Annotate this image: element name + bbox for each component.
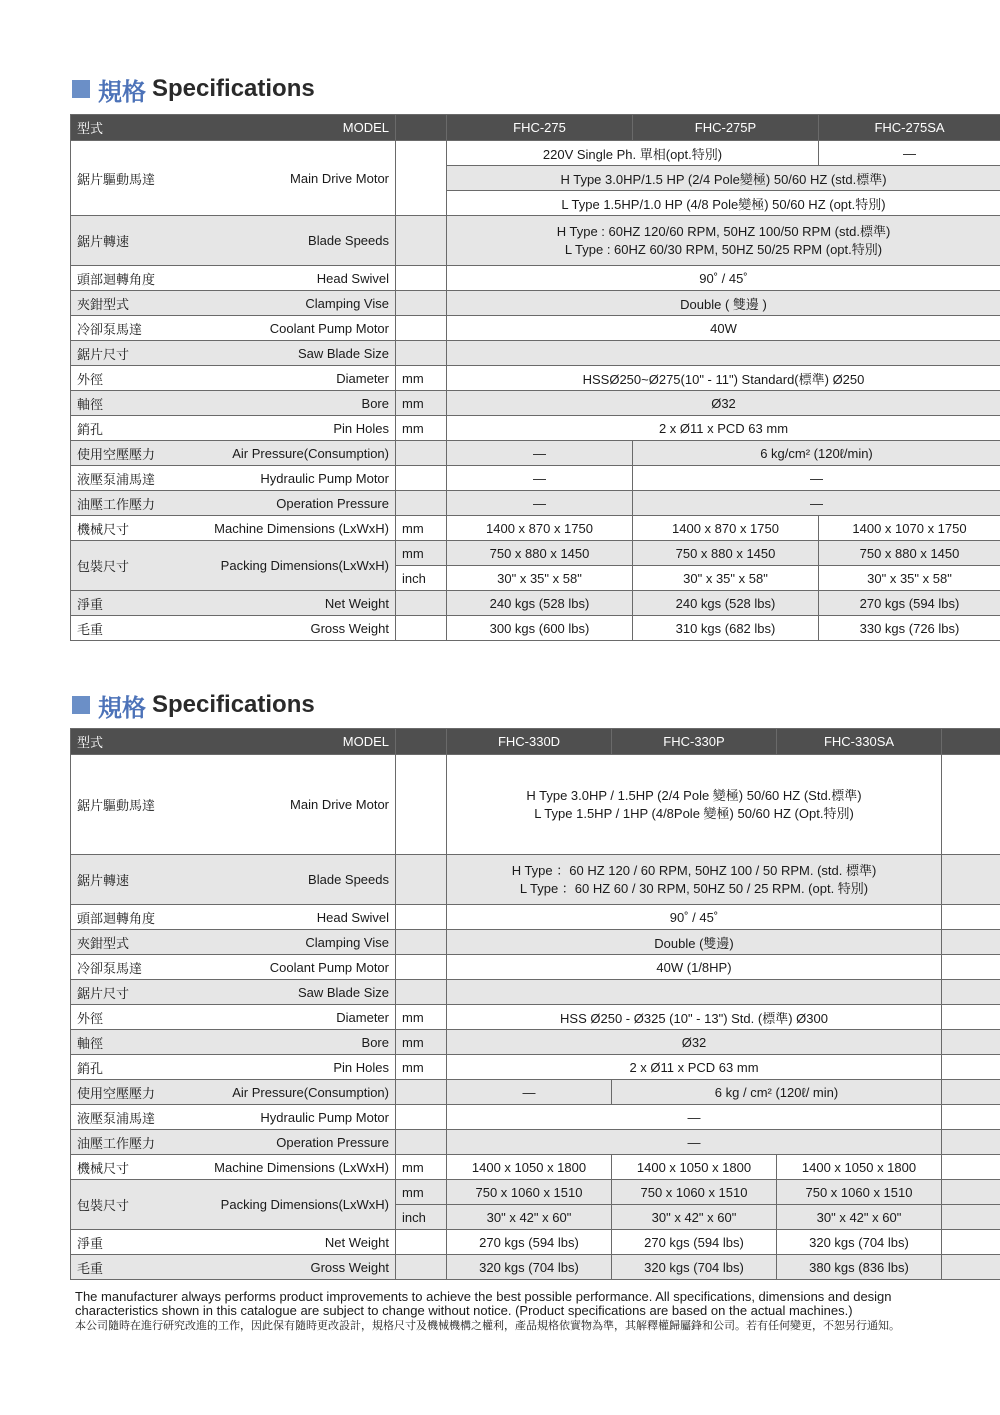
gross-1: 320 kgs (704 lbs) [447, 1255, 612, 1280]
row-label-en: Operation Pressure [191, 1130, 396, 1155]
row-label-en: Machine Dimensions (LxWxH) [191, 516, 396, 541]
pin-holes-value: 2 x Ø11 x PCD 63 mm [447, 1055, 942, 1080]
row-label-en: Head Swivel [191, 266, 396, 291]
footer-disclaimer [75, 1290, 985, 1333]
row-unit [396, 1105, 447, 1130]
head-swivel-value: 90˚ / 45˚ [447, 905, 942, 930]
table-row [71, 1005, 1000, 1030]
row-label-en: Packing Dimensions(LxWxH) [191, 541, 396, 591]
section1-title-en: Specifications [152, 75, 315, 102]
header-unit [396, 729, 447, 755]
row-label-en: Net Weight [191, 1230, 396, 1255]
main-drive-value [447, 755, 942, 855]
row-label-en: Bore [191, 391, 396, 416]
machine-dim-1: 1400 x 870 x 1750 [447, 516, 633, 541]
extra-cell [942, 1080, 1000, 1105]
machine-dim-2: 1400 x 870 x 1750 [633, 516, 819, 541]
row-label-en: Coolant Pump Motor [191, 955, 396, 980]
row-label-en: Saw Blade Size [191, 341, 396, 366]
row-label-en: Packing Dimensions(LxWxH) [191, 1180, 396, 1230]
machine-dim-3: 1400 x 1050 x 1800 [777, 1155, 942, 1180]
air-value-1: — [447, 1080, 612, 1105]
row-label-en: Operation Pressure [191, 491, 396, 516]
net-2: 270 kgs (594 lbs) [612, 1230, 777, 1255]
machine-dim-2: 1400 x 1050 x 1800 [612, 1155, 777, 1180]
table-row [71, 1030, 1000, 1055]
row-unit: mm [396, 541, 447, 566]
row-unit [396, 955, 447, 980]
extra-cell [942, 1155, 1000, 1180]
extra-cell [942, 905, 1000, 930]
table-row [71, 955, 1000, 980]
extra-cell [942, 855, 1000, 905]
table-row [71, 1255, 1000, 1280]
table-row [71, 1105, 1000, 1130]
row-label-zh: 液壓泵浦馬達 [71, 466, 191, 491]
row-label-zh: 軸徑 [71, 391, 191, 416]
row-label-zh: 鋸片尺寸 [71, 980, 191, 1005]
packing-mm-2: 750 x 1060 x 1510 [612, 1180, 777, 1205]
packing-inch-3: 30" x 42" x 60" [777, 1205, 942, 1230]
row-label-en: Net Weight [191, 591, 396, 616]
row-unit [396, 266, 447, 291]
section2-title [72, 690, 315, 720]
table-row [71, 930, 1000, 955]
bore-value: Ø32 [447, 391, 1000, 416]
extra-cell [942, 755, 1000, 855]
row-label-en: Air Pressure(Consumption) [191, 1080, 396, 1105]
row-unit: mm [396, 1180, 447, 1205]
row-unit [396, 216, 447, 266]
extra-cell [942, 1055, 1000, 1080]
table-row [71, 316, 1000, 341]
row-unit [396, 980, 447, 1005]
packing-mm-2: 750 x 880 x 1450 [633, 541, 819, 566]
row-unit [396, 1080, 447, 1105]
table-row [71, 591, 1000, 616]
header-unit [396, 115, 447, 141]
row-label-en: Head Swivel [191, 905, 396, 930]
row-label-en: Blade Speeds [191, 855, 396, 905]
row-label-zh: 淨重 [71, 591, 191, 616]
row-label-en: Clamping Vise [191, 930, 396, 955]
blade-speeds-line1: H Type : 60HZ 120/60 RPM, 50HZ 100/50 RPM (std.標準) [556, 223, 891, 239]
air-value-1: — [447, 441, 633, 466]
header-model-1: FHC-330D [447, 729, 612, 755]
row-unit [396, 591, 447, 616]
gross-2: 320 kgs (704 lbs) [612, 1255, 777, 1280]
row-label-en: Bore [191, 1030, 396, 1055]
gross-3: 380 kgs (836 lbs) [777, 1255, 942, 1280]
extra-cell [942, 1030, 1000, 1055]
net-3: 320 kgs (704 lbs) [777, 1230, 942, 1255]
header-model-3: FHC-330SA [777, 729, 942, 755]
row-label-zh: 頭部迴轉角度 [71, 266, 191, 291]
bore-value: Ø32 [447, 1030, 942, 1055]
extra-cell [942, 955, 1000, 980]
row-label-zh: 油壓工作壓力 [71, 491, 191, 516]
table-row [71, 755, 1000, 855]
air-value-23: 6 kg / cm² (120ℓ/ min) [612, 1080, 942, 1105]
row-label-en: Hydraulic Pump Motor [191, 466, 396, 491]
extra-cell [942, 1205, 1000, 1230]
row-label-zh: 鋸片尺寸 [71, 341, 191, 366]
table-row [71, 441, 1000, 466]
row-label-zh: 毛重 [71, 1255, 191, 1280]
table-row [71, 1180, 1000, 1205]
main-drive-line1: H Type 3.0HP / 1.5HP (2/4 Pole 變極) 50/60 HZ (Std.標準) [526, 787, 862, 803]
row-label-zh: 夾鉗型式 [71, 291, 191, 316]
table-row [71, 466, 1000, 491]
row-label-en: Gross Weight [191, 1255, 396, 1280]
net-3: 270 kgs (594 lbs) [819, 591, 1000, 616]
extra-cell [942, 1005, 1000, 1030]
row-label-en: Diameter [191, 366, 396, 391]
table-row [71, 341, 1000, 366]
blade-speeds-line2: L Type ：60 HZ 60 / 30 RPM, 50HZ 50 / 25 RPM. (opt. 特別) [519, 880, 869, 896]
row-label-zh: 冷卻泵馬達 [71, 316, 191, 341]
packing-mm-3: 750 x 1060 x 1510 [777, 1180, 942, 1205]
row-label-zh: 機械尺寸 [71, 1155, 191, 1180]
row-label-en: Clamping Vise [191, 291, 396, 316]
header-model-1: FHC-275 [447, 115, 633, 141]
row-unit: inch [396, 1205, 447, 1230]
row-label-en: Air Pressure(Consumption) [191, 441, 396, 466]
row-label-zh: 包裝尺寸 [71, 1180, 191, 1230]
row-unit [396, 616, 447, 641]
row-unit [396, 1230, 447, 1255]
header-model: MODEL [191, 729, 396, 755]
header-model-2: FHC-330P [612, 729, 777, 755]
clamping-vise-value: Double (雙邊) [447, 930, 942, 955]
table-row [71, 1130, 1000, 1155]
row-unit [396, 441, 447, 466]
hydraulic-value-1: — [447, 466, 633, 491]
section2-title-en: Specifications [152, 691, 315, 718]
footer-en-line1: The manufacturer always performs product improvements to achieve the best possible performance. All specifications, dimensions and design [75, 1289, 892, 1304]
section2-title-zh: 規格 [98, 693, 146, 722]
table-row [71, 491, 1000, 516]
net-1: 270 kgs (594 lbs) [447, 1230, 612, 1255]
row-label-en: Main Drive Motor [191, 755, 396, 855]
extra-cell [942, 1255, 1000, 1280]
row-label-en: Diameter [191, 1005, 396, 1030]
spec-table-275 [70, 114, 1000, 641]
row-label-zh: 銷孔 [71, 1055, 191, 1080]
row-label-en: Gross Weight [191, 616, 396, 641]
header-row [71, 729, 1000, 755]
diameter-value: HSSØ250~Ø275(10" - 11") Standard(標準) Ø250 [447, 366, 1000, 391]
extra-cell [942, 980, 1000, 1005]
saw-blade-value [447, 341, 1000, 366]
row-label-zh: 油壓工作壓力 [71, 1130, 191, 1155]
main-drive-line3: L Type 1.5HP/1.0 HP (4/8 Pole變極) 50/60 HZ (opt.特別) [447, 191, 1000, 216]
gross-1: 300 kgs (600 lbs) [447, 616, 633, 641]
diameter-value: HSS Ø250 - Ø325 (10" - 13") Std. (標準) Ø300 [447, 1005, 942, 1030]
row-unit [396, 491, 447, 516]
row-label-zh: 機械尺寸 [71, 516, 191, 541]
table-row [71, 1230, 1000, 1255]
packing-inch-2: 30" x 42" x 60" [612, 1205, 777, 1230]
row-unit [396, 316, 447, 341]
row-label-zh: 鋸片驅動馬達 [71, 141, 191, 216]
row-unit: inch [396, 566, 447, 591]
header-row [71, 115, 1000, 141]
packing-inch-1: 30" x 35" x 58" [447, 566, 633, 591]
table-row [71, 1080, 1000, 1105]
table-row [71, 1055, 1000, 1080]
row-unit: mm [396, 1155, 447, 1180]
row-label-en: Coolant Pump Motor [191, 316, 396, 341]
gross-3: 330 kgs (726 lbs) [819, 616, 1000, 641]
main-drive-line1-sa: — [819, 141, 1000, 166]
blade-speeds-value [447, 216, 1000, 266]
table-row [71, 266, 1000, 291]
oper-value-1: — [447, 491, 633, 516]
footer-en-line2: characteristics shown in this catalogue are subject to change without notice. (Product specifications are based on the actual machines.) [75, 1303, 853, 1318]
machine-dim-3: 1400 x 1070 x 1750 [819, 516, 1000, 541]
row-label-zh: 鋸片驅動馬達 [71, 755, 191, 855]
coolant-value: 40W (1/8HP) [447, 955, 942, 980]
header-model-3: FHC-275SA [819, 115, 1000, 141]
row-label-zh: 鋸片轉速 [71, 216, 191, 266]
spec-table-330 [70, 728, 1000, 1280]
table-row [71, 516, 1000, 541]
header-model-2: FHC-275P [633, 115, 819, 141]
row-label-zh: 外徑 [71, 1005, 191, 1030]
row-unit [396, 755, 447, 855]
row-label-en: Machine Dimensions (LxWxH) [191, 1155, 396, 1180]
oper-value-23: — [633, 491, 1000, 516]
oper-value: — [447, 1130, 942, 1155]
gross-2: 310 kgs (682 lbs) [633, 616, 819, 641]
row-label-zh: 外徑 [71, 366, 191, 391]
row-unit [396, 855, 447, 905]
row-label-en: Hydraulic Pump Motor [191, 1105, 396, 1130]
header-model: MODEL [191, 115, 396, 141]
row-label-zh: 使用空壓壓力 [71, 1080, 191, 1105]
machine-dim-1: 1400 x 1050 x 1800 [447, 1155, 612, 1180]
packing-mm-1: 750 x 880 x 1450 [447, 541, 633, 566]
table-row [71, 416, 1000, 441]
clamping-vise-value: Double ( 雙邊 ) [447, 291, 1000, 316]
coolant-value: 40W [447, 316, 1000, 341]
table-row [71, 291, 1000, 316]
row-label-zh: 液壓泵浦馬達 [71, 1105, 191, 1130]
table-row [71, 141, 1000, 166]
header-extra [942, 729, 1000, 755]
table-row [71, 541, 1000, 566]
table-row [71, 216, 1000, 266]
row-label-zh: 淨重 [71, 1230, 191, 1255]
row-unit [396, 466, 447, 491]
main-drive-line2: L Type 1.5HP / 1HP (4/8Pole 變極) 50/60 HZ (Opt.特別) [534, 805, 854, 821]
row-unit: mm [396, 1005, 447, 1030]
row-label-zh: 包裝尺寸 [71, 541, 191, 591]
row-label-en: Pin Holes [191, 1055, 396, 1080]
header-type: 型式 [71, 729, 191, 755]
row-label-zh: 頭部迴轉角度 [71, 905, 191, 930]
title-square-icon [72, 80, 90, 98]
row-unit [396, 1130, 447, 1155]
packing-inch-3: 30" x 35" x 58" [819, 566, 1000, 591]
row-unit: mm [396, 366, 447, 391]
extra-cell [942, 1130, 1000, 1155]
head-swivel-value: 90˚ / 45˚ [447, 266, 1000, 291]
table-row [71, 1155, 1000, 1180]
row-unit: mm [396, 416, 447, 441]
pin-holes-value: 2 x Ø11 x PCD 63 mm [447, 416, 1000, 441]
packing-mm-1: 750 x 1060 x 1510 [447, 1180, 612, 1205]
net-2: 240 kgs (528 lbs) [633, 591, 819, 616]
row-unit: mm [396, 1055, 447, 1080]
air-value-23: 6 kg/cm² (120ℓ/min) [633, 441, 1000, 466]
row-unit [396, 341, 447, 366]
row-label-en: Blade Speeds [191, 216, 396, 266]
row-unit [396, 905, 447, 930]
blade-speeds-line2: L Type : 60HZ 60/30 RPM, 50HZ 50/25 RPM (opt.特別) [564, 241, 883, 257]
table-row [71, 616, 1000, 641]
section1-title-zh: 規格 [98, 77, 146, 106]
packing-mm-3: 750 x 880 x 1450 [819, 541, 1000, 566]
row-unit: mm [396, 391, 447, 416]
extra-cell [942, 930, 1000, 955]
row-label-zh: 銷孔 [71, 416, 191, 441]
extra-cell [942, 1180, 1000, 1205]
row-label-zh: 使用空壓壓力 [71, 441, 191, 466]
section1-title [72, 74, 315, 104]
packing-inch-2: 30" x 35" x 58" [633, 566, 819, 591]
row-label-zh: 鋸片轉速 [71, 855, 191, 905]
blade-speeds-value [447, 855, 942, 905]
row-label-en: Saw Blade Size [191, 980, 396, 1005]
row-label-zh: 毛重 [71, 616, 191, 641]
saw-blade-value [447, 980, 942, 1005]
header-type: 型式 [71, 115, 191, 141]
footer-zh: 本公司隨時在進行研究改進的工作，因此保有隨時更改設計，規格尺寸及機械機構之權利，產品規格依實物為準，其解釋權歸屬鋒和公司。若有任何變更，不恕另行通知。 [75, 1319, 900, 1332]
table-row [71, 855, 1000, 905]
row-label-en: Main Drive Motor [191, 141, 396, 216]
row-unit [396, 141, 447, 216]
table-row [71, 391, 1000, 416]
title-square-icon [72, 696, 90, 714]
row-unit [396, 930, 447, 955]
packing-inch-1: 30" x 42" x 60" [447, 1205, 612, 1230]
table-row [71, 905, 1000, 930]
row-unit: mm [396, 516, 447, 541]
main-drive-line1: 220V Single Ph. 單相(opt.特別) [447, 141, 819, 166]
row-label-en: Pin Holes [191, 416, 396, 441]
row-label-zh: 軸徑 [71, 1030, 191, 1055]
blade-speeds-line1: H Type ：60 HZ 120 / 60 RPM, 50HZ 100 / 50 RPM. (std. 標準) [511, 862, 877, 878]
row-unit [396, 1255, 447, 1280]
hydraulic-value-23: — [633, 466, 1000, 491]
net-1: 240 kgs (528 lbs) [447, 591, 633, 616]
extra-cell [942, 1230, 1000, 1255]
row-label-zh: 冷卻泵馬達 [71, 955, 191, 980]
extra-cell [942, 1105, 1000, 1130]
hydraulic-value: — [447, 1105, 942, 1130]
table-row [71, 980, 1000, 1005]
table-row [71, 366, 1000, 391]
row-label-zh: 夾鉗型式 [71, 930, 191, 955]
row-unit: mm [396, 1030, 447, 1055]
main-drive-line2: H Type 3.0HP/1.5 HP (2/4 Pole變極) 50/60 HZ (std.標準) [447, 166, 1000, 191]
row-unit [396, 291, 447, 316]
